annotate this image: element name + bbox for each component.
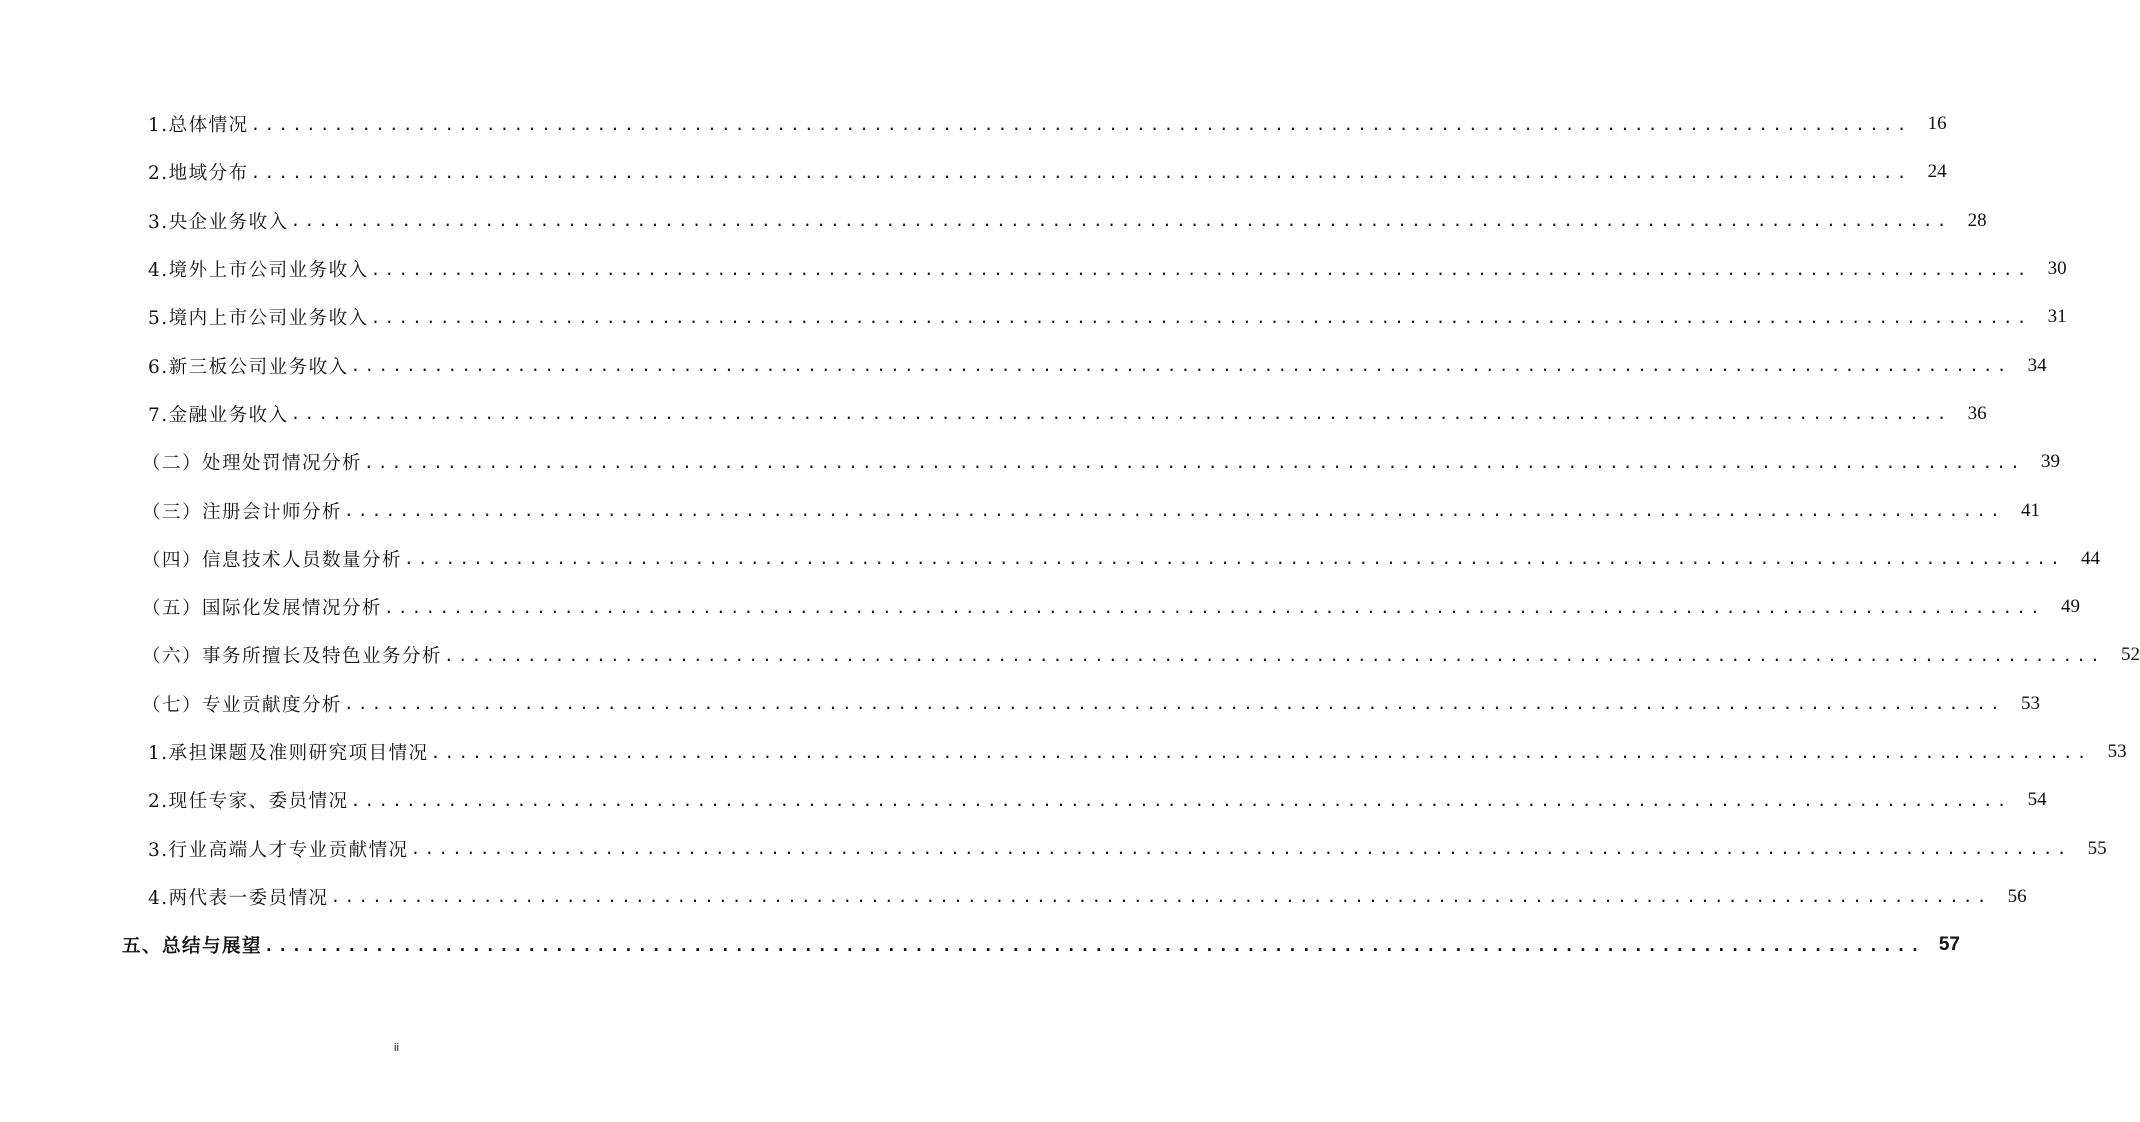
- toc-entry-title: 1.总体情况: [148, 115, 249, 137]
- toc-dot-leader: ........................................................................................................................: [344, 694, 2004, 714]
- toc-entry[interactable]: [0, 680, 2040, 728]
- toc-entry-page: 24: [1927, 161, 1947, 183]
- toc-entry-page: 55: [2087, 837, 2107, 859]
- toc-entry-title: 6.新三板公司业务收入: [148, 356, 349, 378]
- toc-entry[interactable]: [0, 873, 2027, 921]
- table-of-contents: [0, 100, 2140, 969]
- toc-dot-leader: ........................................................................................................................: [250, 114, 1911, 134]
- toc-entry[interactable]: [0, 728, 2127, 776]
- toc-entry-page: 30: [2047, 258, 2067, 280]
- toc-entry-title: 五、总结与展望: [122, 936, 263, 958]
- toc-entry-title: 3.行业高端人才专业贡献情况: [148, 839, 409, 861]
- toc-dot-leader: ........................................................................................................................: [250, 162, 1911, 182]
- toc-entry[interactable]: [0, 824, 2107, 872]
- toc-entry-page: 57: [1938, 934, 1960, 956]
- toc-entry[interactable]: [0, 293, 2067, 341]
- toc-entry[interactable]: [0, 776, 2047, 824]
- toc-dot-leader: ........................................................................................................................: [430, 742, 2091, 762]
- toc-dot-leader: ........................................................................................................................: [384, 597, 2044, 617]
- toc-entry-title: （七）专业贡献度分析: [142, 694, 343, 716]
- toc-dot-leader: ........................................................................................................................: [370, 259, 2031, 279]
- toc-entry-page: 49: [2060, 596, 2080, 618]
- toc-entry-title: （六）事务所擅长及特色业务分析: [142, 646, 443, 668]
- toc-entry-page: 53: [2107, 741, 2127, 762]
- toc-entry-title: 3.央企业务收入: [148, 211, 289, 233]
- toc-entry-title: 2.地域分布: [148, 163, 249, 185]
- toc-entry[interactable]: [0, 390, 1987, 438]
- toc-entry-title: 7.金融业务收入: [148, 404, 289, 426]
- toc-entry-title: 4.境外上市公司业务收入: [148, 260, 369, 282]
- toc-entry-page: 44: [2080, 547, 2100, 569]
- toc-entry[interactable]: [0, 921, 1960, 969]
- toc-dot-leader: ........................................................................................................................: [350, 356, 2011, 376]
- toc-dot-leader: ........................................................................................................................: [290, 211, 1951, 231]
- toc-entry-title: 5.境内上市公司业务收入: [148, 308, 369, 330]
- toc-entry[interactable]: [0, 535, 2100, 583]
- toc-entry-page: 39: [2040, 451, 2060, 473]
- toc-entry-title: （四）信息技术人员数量分析: [142, 549, 403, 571]
- toc-entry[interactable]: [0, 438, 2060, 486]
- toc-dot-leader: ........................................................................................................................: [444, 645, 2104, 665]
- toc-entry-page: 28: [1967, 209, 1987, 231]
- toc-entry-page: 36: [1967, 402, 1987, 424]
- toc-entry-title: （三）注册会计师分析: [142, 501, 343, 523]
- toc-entry-page: 31: [2047, 306, 2067, 328]
- toc-entry-title: （二）处理处罚情况分析: [142, 453, 363, 475]
- toc-entry-page: 52: [2120, 644, 2140, 666]
- toc-entry[interactable]: [0, 631, 2140, 679]
- toc-entry[interactable]: [0, 341, 2047, 389]
- toc-dot-leader: ........................................................................................................................: [364, 452, 2024, 472]
- toc-dot-leader: ........................................................................................................................: [410, 839, 2071, 859]
- toc-entry-title: 1.承担课题及准则研究项目情况: [148, 743, 429, 764]
- toc-entry-title: （五）国际化发展情况分析: [142, 598, 383, 620]
- toc-dot-leader: ........................................................................................................................: [370, 307, 2031, 327]
- toc-entry-page: 34: [2027, 354, 2047, 376]
- page-number: ii: [394, 1042, 399, 1054]
- toc-dot-leader: ........................................................................................................................: [330, 887, 1991, 907]
- toc-entry[interactable]: [0, 148, 1947, 196]
- toc-entry[interactable]: [0, 245, 2067, 293]
- toc-entry-page: 16: [1927, 113, 1947, 135]
- toc-entry[interactable]: [0, 583, 2080, 631]
- toc-entry[interactable]: [0, 486, 2040, 534]
- toc-entry-page: 54: [2027, 789, 2047, 811]
- toc-entry[interactable]: [0, 197, 1987, 245]
- toc-dot-leader: ........................................................................................................................: [290, 404, 1951, 424]
- toc-entry-title: 2.现任专家、委员情况: [148, 791, 349, 813]
- toc-dot-leader: ........................................................................................................................: [350, 790, 2011, 810]
- toc-dot-leader: ........................................................................................................................: [404, 549, 2064, 569]
- toc-entry[interactable]: [0, 100, 1947, 148]
- toc-dot-leader: ........................................................................................................................: [264, 935, 1924, 955]
- toc-entry-page: 53: [2020, 692, 2040, 714]
- toc-dot-leader: ........................................................................................................................: [344, 501, 2004, 521]
- toc-entry-page: 41: [2020, 499, 2040, 521]
- toc-entry-title: 4.两代表一委员情况: [148, 887, 329, 909]
- toc-entry-page: 56: [2007, 885, 2027, 907]
